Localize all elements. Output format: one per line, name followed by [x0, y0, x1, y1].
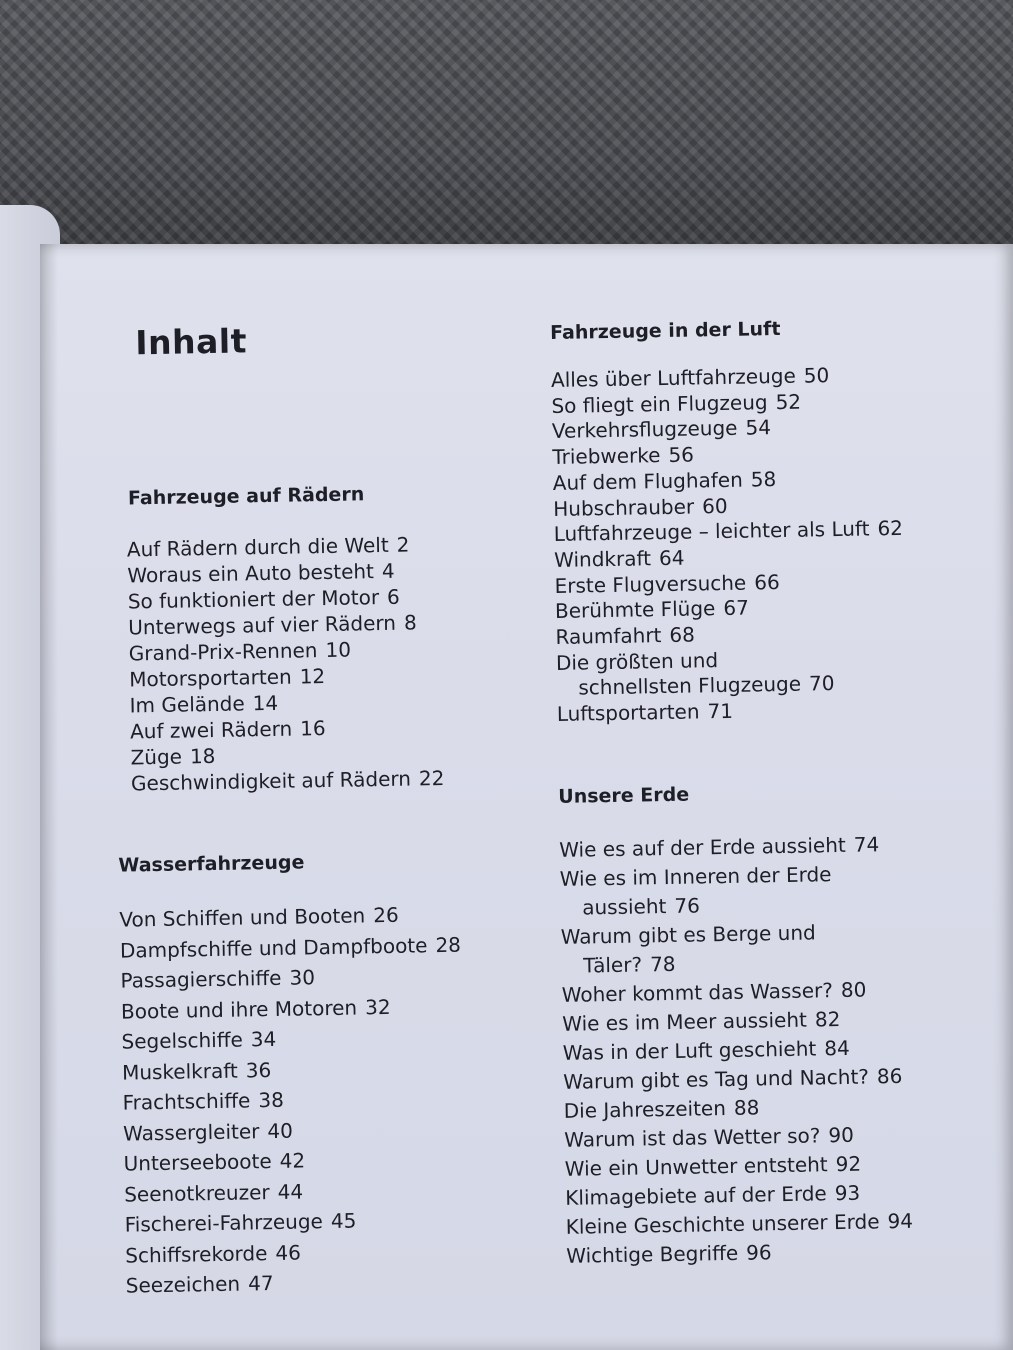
page-title: Inhalt [134, 321, 248, 363]
toc-entry-title: Geschwindigkeit auf Rädern [130, 766, 412, 796]
toc-entry-page-number: 38 [258, 1087, 285, 1113]
toc-entry-page-number: 82 [814, 1006, 841, 1032]
toc-entry-page-number: 32 [364, 994, 391, 1019]
toc-list-fahrzeuge-auf-raedern [127, 530, 523, 797]
toc-entry-title: Warum gibt es Tag und Nacht? [563, 1064, 870, 1094]
toc-entry-title: Unterseeboote [123, 1149, 272, 1176]
toc-entry-page-number: 62 [877, 516, 904, 541]
toc-list-fahrzeuge-in-der-luft [551, 360, 997, 727]
toc-entry-page-number: 67 [723, 595, 750, 621]
toc-entry-page-number: 92 [835, 1151, 862, 1176]
toc-entry-title: Im Gelände [129, 691, 245, 718]
toc-entry-page-number: 93 [834, 1180, 861, 1206]
carbon-fiber-background [0, 0, 1013, 260]
toc-entry-page-number: 14 [252, 690, 279, 716]
toc-entry-page-number: 36 [245, 1057, 272, 1082]
toc-entry-page-number: 30 [289, 965, 316, 990]
toc-entry-title: Alles über Luftfahrzeuge [550, 363, 796, 392]
toc-entry-page-number: 6 [386, 584, 400, 609]
toc-entry-title: Segelschiffe [121, 1027, 244, 1054]
section-heading-wasserfahrzeuge: Wasserfahrzeuge [118, 851, 305, 877]
toc-entry-title: Schiffsrekorde [125, 1240, 268, 1268]
toc-entry-continuation-text: schnellsten Flugzeuge [578, 672, 802, 700]
toc-entry [560, 915, 1001, 981]
toc-entry-page-number: 88 [733, 1095, 760, 1120]
toc-entry-title: Luftsportarten [556, 699, 700, 727]
toc-entry-title: Klimagebiete auf der Erde [565, 1181, 827, 1210]
toc-entry-title: Raumfahrt [555, 623, 662, 649]
toc-entry-title: Wie es im Meer aussieht [562, 1007, 808, 1036]
toc-entry-page-number: 50 [803, 363, 830, 388]
toc-entry-page-number: 60 [701, 493, 728, 518]
toc-entry [131, 764, 523, 797]
toc-entry-title: Windkraft [553, 546, 652, 572]
toc-entry-page-number: 94 [887, 1208, 914, 1234]
toc-entry-page-number: 10 [325, 637, 352, 663]
section-heading-fahrzeuge-auf-raedern: Fahrzeuge auf Rädern [127, 483, 365, 510]
toc-entry-page-number: 71 [707, 699, 734, 724]
toc-entry-page-number: 22 [418, 765, 445, 791]
section-heading-unsere-erde: Unsere Erde [558, 783, 690, 808]
toc-entry-page-number: 96 [745, 1240, 772, 1265]
toc-entry-page-number: 34 [250, 1026, 277, 1052]
toc-entry-title: Muskelkraft [121, 1058, 238, 1085]
toc-entry-title: Boote und ihre Motoren [120, 995, 358, 1024]
toc-entry-title: Die größten und [555, 647, 719, 675]
toc-entry-page-number: 84 [824, 1035, 850, 1061]
toc-entry-title: Auf zwei Rädern [129, 716, 293, 744]
toc-entry-page-number: 44 [277, 1179, 304, 1204]
toc-entry-title: Von Schiffen und Booten [119, 903, 366, 932]
toc-entry-title: Fischerei-Fahrzeuge [124, 1209, 324, 1237]
toc-entry-page-number: 74 [853, 832, 880, 857]
toc-entry-title: Hubschrauber [553, 494, 695, 521]
toc-list-wasserfahrzeuge [119, 898, 532, 1302]
toc-entry-title: Passagierschiffe [120, 965, 282, 993]
toc-entry-page-number: 46 [275, 1240, 302, 1265]
toc-entry-page-number: 78 [649, 951, 676, 977]
toc-entry-title: Woraus ein Auto besteht [127, 559, 375, 588]
toc-entry-page-number: 2 [396, 532, 410, 557]
toc-entry-page-number: 12 [299, 664, 326, 689]
toc-entry-title: Warum ist das Wetter so? [564, 1123, 821, 1152]
toc-entry-page-number: 47 [247, 1271, 274, 1296]
toc-entry-page-number: 54 [745, 415, 772, 441]
toc-entry-page-number: 45 [330, 1208, 357, 1234]
toc-entry [559, 857, 1000, 923]
toc-entry-page-number: 28 [435, 932, 462, 957]
toc-entry-page-number: 26 [373, 902, 399, 928]
toc-entry-page-number: 18 [189, 743, 216, 769]
toc-entry-title: So fliegt ein Flugzeug [551, 389, 768, 418]
toc-entry-title: Wichtige Begriffe [566, 1240, 739, 1268]
toc-entry-title: Seenotkreuzer [123, 1179, 270, 1207]
toc-entry-title: Grand-Prix-Rennen [128, 638, 318, 666]
toc-entry-title: Was in der Luft geschieht [562, 1036, 817, 1065]
book-page [40, 244, 1013, 1350]
toc-list-unsere-erde [559, 828, 1007, 1271]
toc-entry [126, 1264, 532, 1302]
toc-entry-page-number: 70 [808, 671, 835, 696]
toc-entry-title: Berühmte Flüge [554, 596, 716, 624]
toc-entry [556, 643, 997, 702]
toc-entry-page-number: 80 [840, 977, 867, 1002]
toc-entry-page-number: 42 [279, 1148, 306, 1173]
toc-entry-title: Kleine Geschichte unserer Erde [565, 1209, 880, 1239]
left-column [95, 317, 532, 1302]
toc-entry-title: Züge [130, 744, 183, 770]
toc-entry-page-number: 76 [674, 893, 701, 918]
section-heading-fahrzeuge-in-der-luft: Fahrzeuge in der Luft [550, 317, 781, 344]
toc-entry-title: Warum gibt es Berge und [560, 920, 816, 949]
toc-entry-title: Wie es auf der Erde aussieht [559, 832, 846, 862]
toc-entry-title: Unterwegs auf vier Rädern [128, 610, 397, 640]
toc-entry-title: Verkehrsflugzeuge [551, 416, 738, 444]
toc-entry-title: Dampfschiffe und Dampfboote [119, 932, 428, 963]
toc-entry-page-number: 52 [775, 389, 802, 414]
toc-entry-title: Triebwerke [552, 443, 661, 470]
toc-entry-title: Die Jahreszeiten [563, 1095, 727, 1123]
toc-entry-page-number: 8 [403, 610, 417, 635]
right-column [550, 314, 1006, 1270]
toc-entry-page-number: 4 [381, 558, 395, 584]
toc-entry-title: Luftfahrzeuge – leichter als Luft [553, 516, 870, 547]
toc-entry-page-number: 90 [828, 1122, 855, 1148]
toc-entry-title: Wie es im Inneren der Erde [559, 862, 832, 891]
toc-entry-continuation-text: Täler? [583, 952, 643, 978]
toc-entry-title: Wie ein Unwetter entsteht [564, 1152, 828, 1181]
toc-entry-page-number: 86 [876, 1063, 903, 1089]
toc-entry-page-number: 66 [754, 569, 780, 595]
toc-entry-page-number: 64 [658, 545, 685, 571]
toc-entry-title: Motorsportarten [128, 664, 292, 692]
toc-entry-page-number: 68 [669, 622, 696, 647]
toc-entry-title: Auf Rädern durch die Welt [126, 532, 389, 562]
toc-entry-title: Woher kommt das Wasser? [561, 978, 834, 1007]
toc-entry-title: Wassergleiter [122, 1118, 260, 1146]
toc-entry-page-number: 16 [299, 716, 326, 741]
toc-entry-title: Erste Flugversuche [554, 570, 747, 598]
toc-entry-page-number: 58 [750, 466, 777, 492]
toc-entry-title: Frachtschiffe [122, 1088, 251, 1115]
toc-entry-title: So funktioniert der Motor [127, 585, 380, 614]
toc-entry-page-number: 40 [267, 1118, 294, 1143]
toc-entry-title: Seezeichen [125, 1271, 241, 1298]
toc-entry-continuation-text: aussieht [582, 893, 667, 920]
toc-entry-title: Auf dem Flughafen [552, 467, 743, 495]
toc-entry-page-number: 56 [668, 442, 695, 468]
